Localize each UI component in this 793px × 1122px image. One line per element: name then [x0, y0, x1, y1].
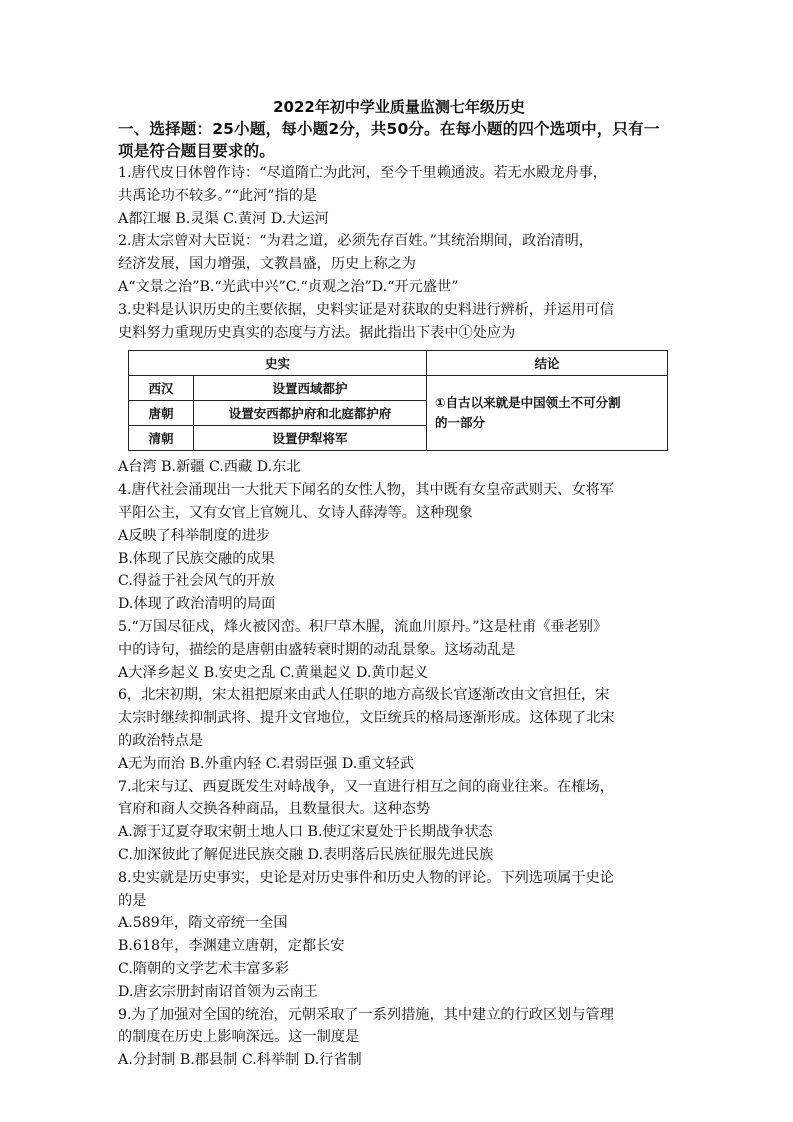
question-line: C.加深彼此了解促进民族交融 D.表明落后民族征服先进民族 — [118, 846, 494, 863]
question-line: 官府和商人交换各种商品，且数量很大。这种态势 — [118, 801, 431, 818]
question-line: A都江堰 B.灵渠 C.黄河 D.大运河 — [118, 210, 329, 227]
question-line: 7.北宋与辽、西夏既发生对峙战争，又一直进行相互之间的商业往来。在榷场， — [118, 778, 614, 795]
question-line: 太宗时继续抑制武将、提升文官地位，文臣统兵的格局逐渐形成。这体现了北宋 — [118, 710, 615, 727]
question-line: 4.唐代社会涌现出一大批天下闻名的女性人物，其中既有女皇帝武则天、女将军 — [118, 482, 614, 499]
table-cell-era: 清朝 — [129, 426, 194, 451]
question-line: A无为而治 B.外重内轻 C.君弱臣强 D.重文轻武 — [118, 755, 414, 772]
table-header-conclusion: 结论 — [427, 351, 668, 376]
question-line: C.隋朝的文学艺术丰富多彩 — [118, 960, 289, 977]
question-line: 共禹论功不较多。”“此河”指的是 — [118, 187, 318, 204]
question-line: 9.为了加强对全国的统治，元朝采取了一系列措施，其中建立的行政区划与管理 — [118, 1006, 614, 1023]
question-line: B.体现了民族交融的成果 — [118, 550, 275, 567]
question-line: 6，北宋初期，宋太祖把原来由武人任职的地方高级长官逐渐改由文官担任，宋 — [118, 687, 610, 704]
questions-block-2 — [118, 456, 680, 1072]
question-line: A反映了科举制度的进步 — [118, 527, 271, 544]
questions-block-1 — [118, 162, 680, 344]
section-heading-line: 一、选择题：25小题，每小题2分，共50分。在每小题的四个选项中，只有一 — [118, 120, 660, 138]
question-line: 5.“万国尽征戍，烽火被冈峦。积尸草木腥，流血川原丹。”这是杜甫《垂老别》 — [118, 618, 608, 635]
question-line: 的是 — [118, 892, 147, 909]
question-line: A.源于辽夏夺取宋朝土地人口 B.使辽宋夏处于长期战争状态 — [118, 824, 493, 841]
question-line: 平阳公主，又有女官上官婉儿、女诗人薛涛等。这种现象 — [118, 504, 473, 521]
table-header-row — [129, 351, 668, 376]
question-line: A.589年，隋文帝统一全国 — [118, 915, 288, 932]
section-heading — [118, 118, 680, 162]
question-line: 8.史实就是历史事实，史论是对历史事件和历史人物的评论。下列选项属于史论 — [118, 869, 614, 886]
question-line: A大泽乡起义 B.安史之乱 C.黄巢起义 D.黄巾起义 — [118, 664, 429, 681]
question-line: 的政治特点是 — [118, 732, 204, 749]
table-cell-conclusion — [427, 376, 668, 451]
question-line: A台湾 B.新疆 C.西藏 D.东北 — [118, 459, 301, 476]
section-heading-line: 项是符合题目要求的。 — [118, 142, 276, 160]
question-line: D.体现了政治清明的局面 — [118, 596, 276, 613]
question-line: 中的诗句，描绘的是唐朝由盛转衰时期的动乱景象。这场动乱是 — [118, 641, 516, 658]
question-line: 经济发展，国力增强，文教昌盛，历史上称之为 — [118, 256, 416, 273]
question-line: 史料努力重现历史真实的态度与方法。据此指出下表中①处应为 — [118, 324, 516, 341]
question-line: D.唐玄宗册封南诏首领为云南王 — [118, 983, 318, 1000]
question-line: B.618年，李渊建立唐朝，定都长安 — [118, 938, 345, 955]
table-cell-fact: 设置西域都护 — [194, 376, 427, 401]
table-cell-fact: 设置伊犁将军 — [194, 426, 427, 451]
table-row — [129, 376, 668, 401]
table-header-facts: 史实 — [129, 351, 427, 376]
question-line: A“文景之治”B.“光武中兴”C.“贞观之治”D.“开元盛世” — [118, 278, 459, 295]
conclusion-line: ①自古以来就是中国领土不可分割 — [435, 395, 621, 411]
table-cell-fact: 设置安西都护府和北庭都护府 — [194, 401, 427, 426]
question-line: 2.唐太宗曾对大臣说：“为君之道，必须先存百姓。”其统治期间，政治清明， — [118, 233, 593, 250]
question-line: 3.史料是认识历史的主要依据，史料实证是对获取的史料进行辨析，并运用可信 — [118, 301, 614, 318]
table-cell-era: 西汉 — [129, 376, 194, 401]
question-line: 的制度在历史上影响深远。这一制度是 — [118, 1029, 360, 1046]
conclusion-line: 的一部分 — [435, 415, 486, 431]
question-line: A.分封制 B.郡县制 C.科举制 D.行省制 — [118, 1052, 362, 1069]
exam-title: 2022年初中学业质量监测七年级历史 — [273, 98, 525, 116]
question-line: 1.唐代皮日休曾作诗：“尽道隋亡为此河，至今千里赖通波。若无水殿龙舟事， — [118, 165, 607, 181]
question-line: C.得益于社会风气的开放 — [118, 573, 275, 590]
history-facts-table — [128, 350, 668, 451]
exam-page — [118, 96, 680, 1072]
table-cell-era: 唐朝 — [129, 401, 194, 426]
